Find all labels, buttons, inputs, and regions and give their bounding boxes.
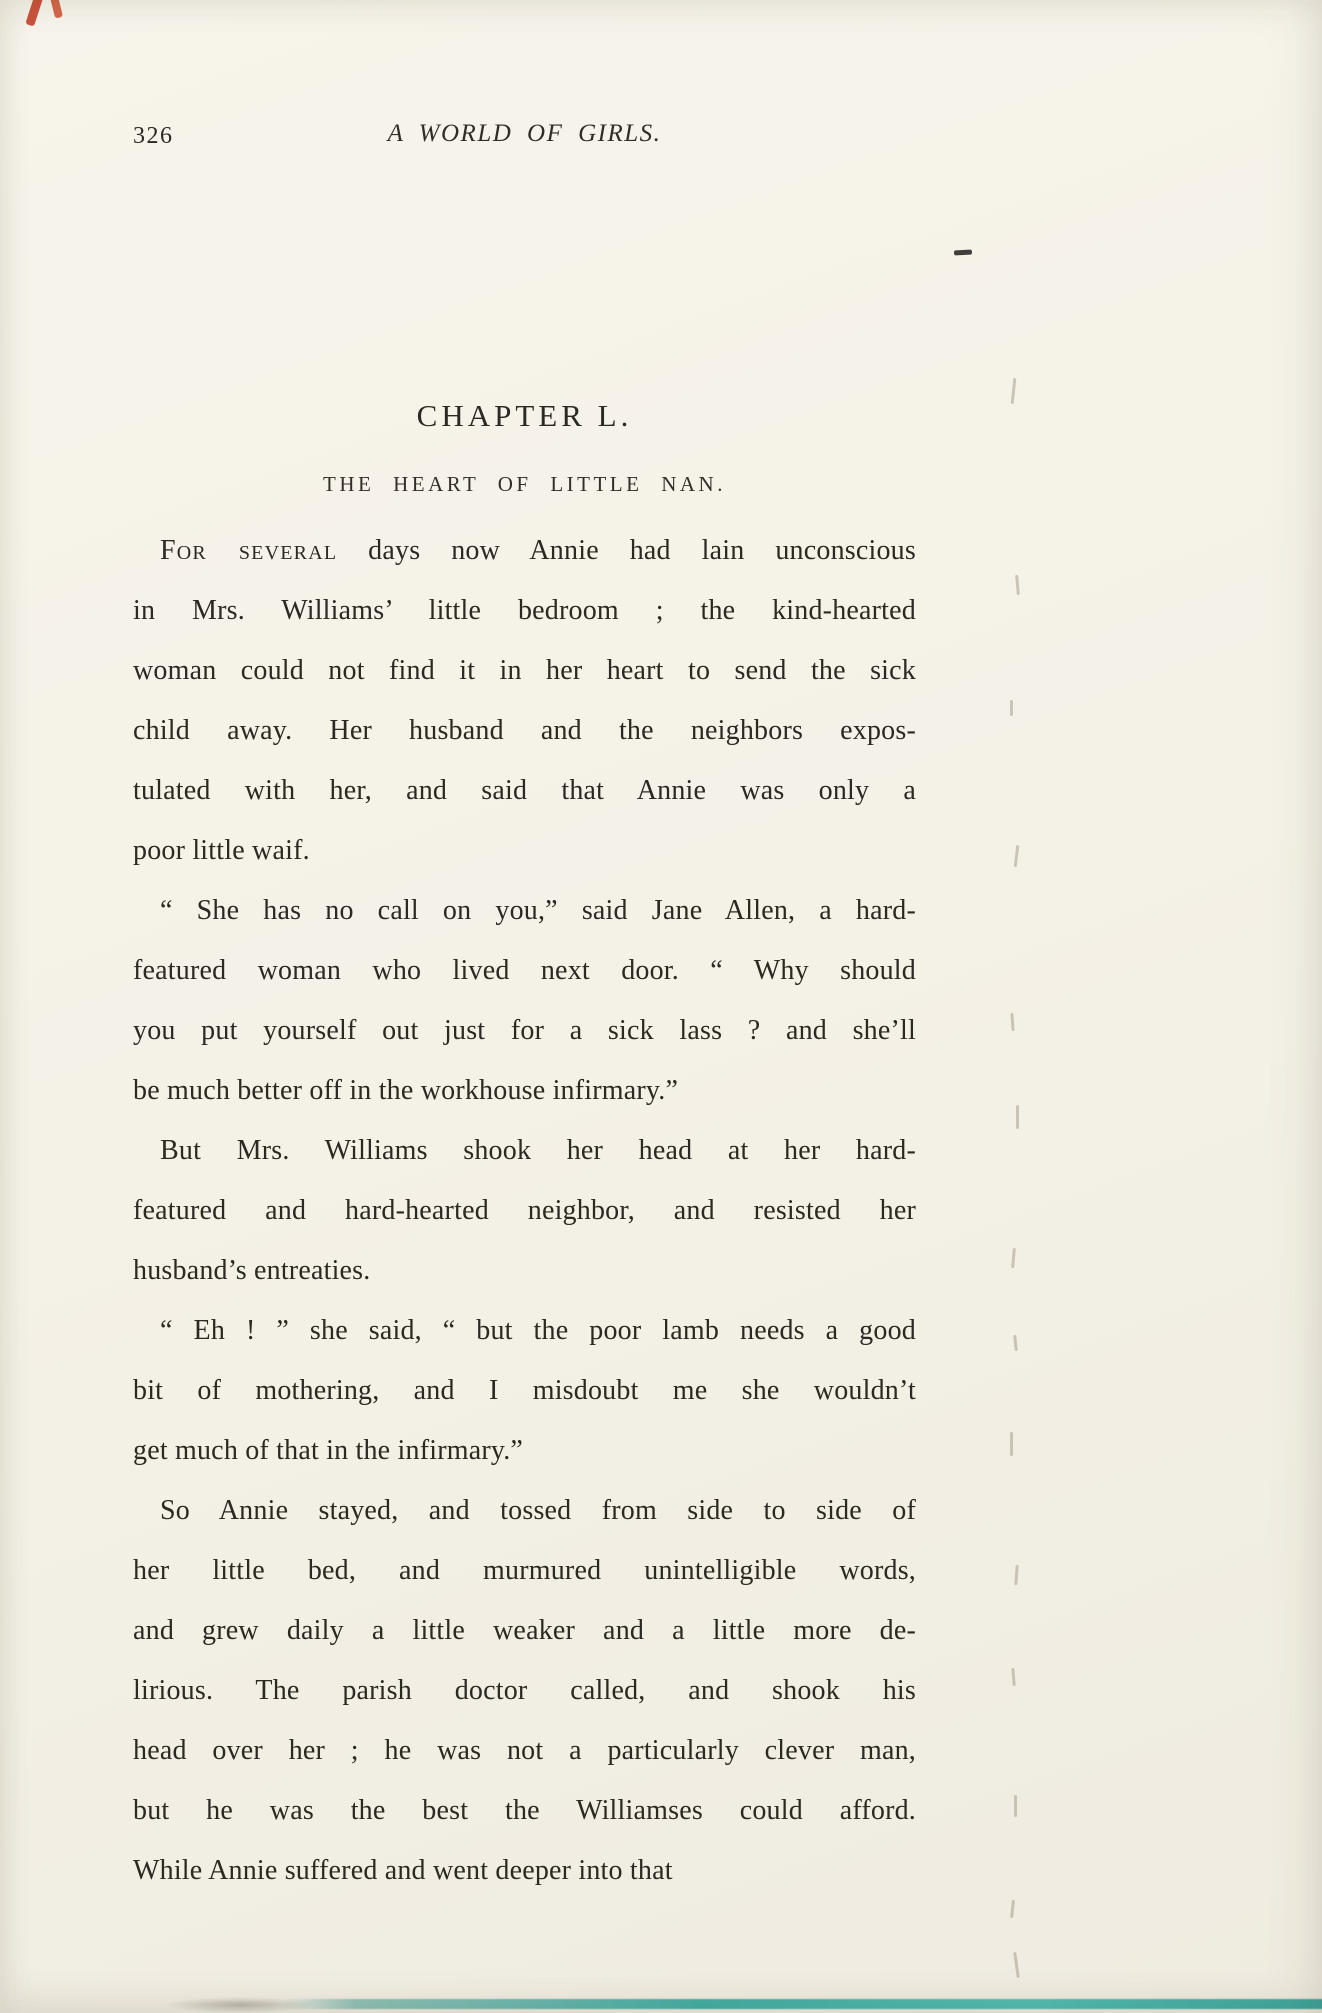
text-line: featured and hard-hearted neighbor, and resisted her (133, 1195, 916, 1226)
scanner-edge-line (283, 1999, 1322, 2009)
margin-scan-mark (1015, 575, 1020, 595)
running-title: A WORLD OF GIRLS. (387, 120, 662, 147)
text-line: in Mrs. Williams’ little bedroom ; the kind-hearted (133, 595, 916, 626)
text-line: tulated with her, and said that Annie was only a (133, 775, 916, 806)
text-line: So Annie stayed, and tossed from side to side of (160, 1495, 916, 1526)
text-line: For several days now Annie had lain unconscious (160, 535, 916, 566)
text-line: head over her ; he was not a particularly clever man, (133, 1735, 916, 1766)
text-line: poor little waif. (133, 835, 310, 866)
margin-scan-mark (1014, 1565, 1018, 1585)
text-line: lirious. The parish doctor called, and shook his (133, 1675, 916, 1706)
paragraph (133, 1121, 916, 1301)
margin-scan-mark (1011, 1668, 1016, 1686)
text-line: husband’s entreaties. (133, 1255, 371, 1286)
margin-scan-mark (1010, 700, 1013, 716)
paragraph (133, 1481, 916, 1901)
text-line: But Mrs. Williams shook her head at her hard- (160, 1135, 916, 1166)
text-line: While Annie suffered and went deeper into that (133, 1855, 673, 1886)
chapter-heading: CHAPTER L. (416, 398, 633, 433)
margin-scan-mark (1010, 1900, 1015, 1918)
text-line: “ Eh ! ” she said, “ but the poor lamb needs a good (160, 1315, 916, 1346)
paragraph (133, 521, 916, 881)
margin-scan-mark (1014, 845, 1020, 867)
red-ink-mark (25, 0, 43, 27)
text-line: be much better off in the workhouse infirmary.” (133, 1075, 679, 1106)
text-line: and grew daily a little weaker and a little more de- (133, 1615, 916, 1646)
text-body (133, 521, 916, 1901)
text-line: her little bed, and murmured unintelligible words, (133, 1555, 916, 1586)
margin-scan-mark (1010, 1432, 1013, 1456)
margin-scan-mark (1013, 1335, 1018, 1351)
margin-scan-mark (1013, 1952, 1020, 1978)
margin-scan-mark (1014, 1795, 1017, 1817)
scan-smudge (165, 1997, 315, 2013)
text-line: featured woman who lived next door. “ Why should (133, 955, 916, 986)
smallcaps-lead: For several (160, 535, 338, 566)
text-line: woman could not find it in her heart to send the sick (133, 655, 916, 686)
margin-scan-mark (1010, 1013, 1014, 1031)
margin-scan-mark (1011, 378, 1017, 404)
paragraph (133, 881, 916, 1121)
text-line: child away. Her husband and the neighbors expos- (133, 715, 916, 746)
page-header (133, 120, 916, 162)
text-line: “ She has no call on you,” said Jane Allen, a hard- (160, 895, 916, 926)
text-line: but he was the best the Williamses could afford. (133, 1795, 916, 1826)
text-line: bit of mothering, and I misdoubt me she wouldn’t (133, 1375, 916, 1406)
margin-scan-mark (1011, 1248, 1016, 1268)
red-ink-mark (49, 0, 63, 19)
text-line: you put yourself out just for a sick lass ? and she’ll (133, 1015, 916, 1046)
margin-scan-mark (1016, 1105, 1019, 1129)
paragraph (133, 1301, 916, 1481)
margin-dash-mark (954, 250, 972, 256)
text-line: get much of that in the infirmary.” (133, 1435, 524, 1466)
page-number: 326 (133, 123, 174, 149)
chapter-subheading: THE HEART OF LITTLE NAN. (323, 472, 726, 496)
